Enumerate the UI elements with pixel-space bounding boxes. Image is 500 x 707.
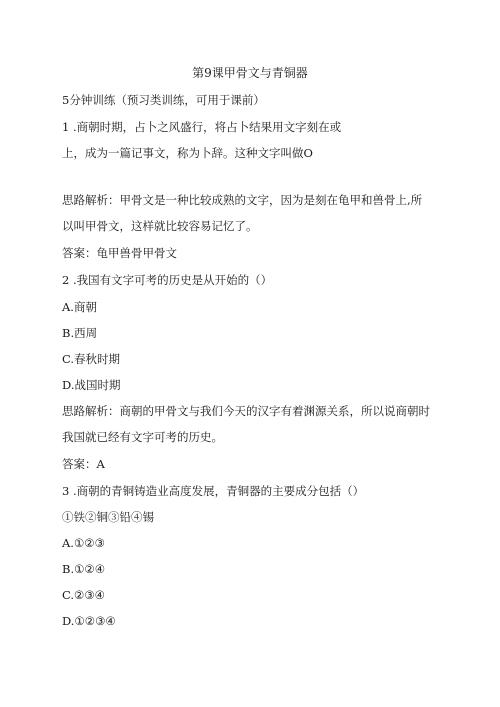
q2-stem: 2 .我国有文字可考的历史是从开始的（） [62,273,273,287]
q3-items: ①铁②铜③铅④锡 [62,510,154,524]
subtitle: 5分钟训练（预习类训练，可用于课前） [62,93,265,107]
q2-analysis-line2: 我国就已经有文字可考的历史。 [62,430,223,444]
q2-analysis-line1: 思路解析：商朝的甲骨文与我们今天的汉字有着渊源关系，所以说商朝时 [62,404,430,418]
q1-analysis-line2: 以叫甲骨文，这样就比较容易记忆了。 [62,219,258,233]
page-title: 第9课甲骨文与青铜器 [192,66,308,80]
q1-analysis-line1: 思路解析：甲骨文是一种比较成熟的文字，因为是刻在龟甲和兽骨上,所 [62,193,423,207]
q3-option: A.①②③ [62,536,105,550]
q1-answer: 答案：龟甲兽骨甲骨文 [62,246,177,260]
q3-option: C.②③④ [62,588,105,602]
q2-option: B.西周 [62,326,98,340]
q2-option: C.春秋时期 [62,352,121,366]
q2-option: D.战国时期 [62,378,121,392]
q3-option: D.①②③④ [62,614,116,628]
q3-stem: 3 .商朝的青铜铸造业高度发展，青铜器的主要成分包括（） [62,484,365,498]
q2-answer: 答案：A [62,457,105,471]
q2-option: A.商朝 [62,300,97,314]
q1-line1: 1 .商朝时期，占卜之风盛行，将占卜结果用文字刻在或 [62,120,342,134]
q3-option: B.①②④ [62,562,106,576]
q1-line2: 上，成为一篇记事文，称为卜辞。这种文字叫做O [62,146,313,160]
